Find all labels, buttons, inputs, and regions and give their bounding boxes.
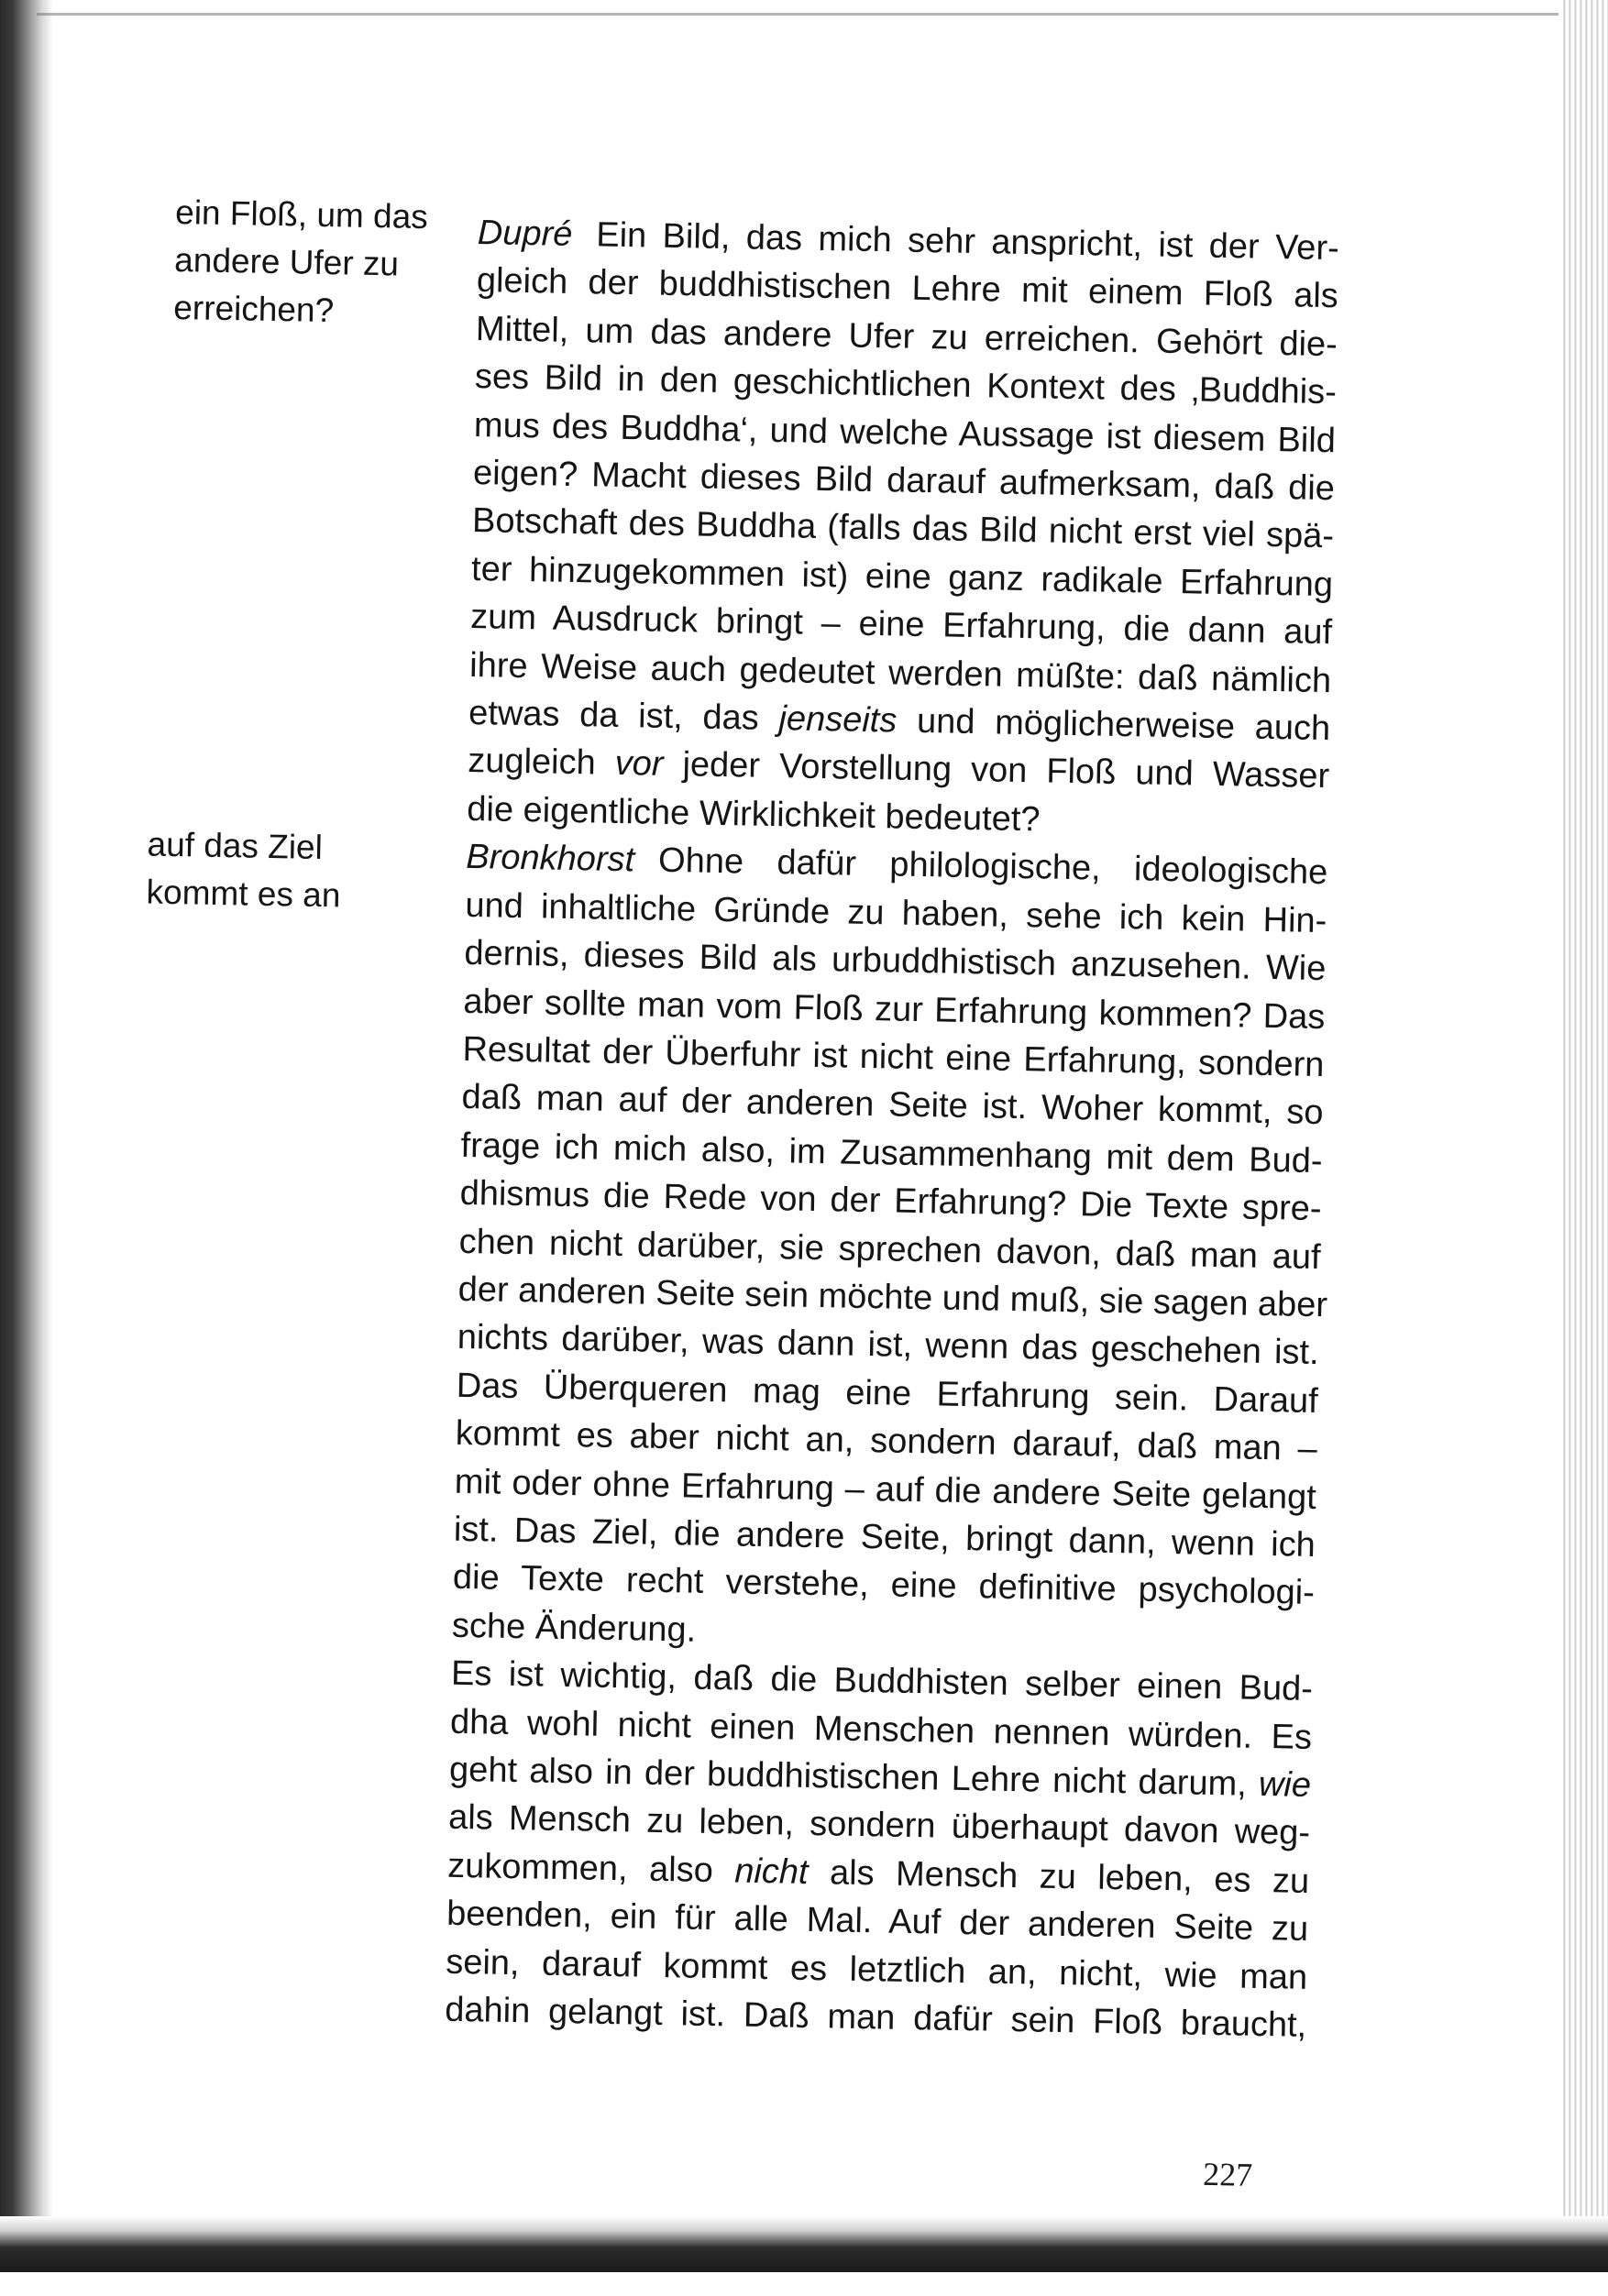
- text-line: als Mensch zu leben, sondern überhaupt davon weg-: [447, 1798, 1311, 1853]
- text-line: kommt es aber nicht an, sondern darauf, daß man –: [455, 1413, 1318, 1469]
- text-line: ter hinzugekommen ist) eine ganz radikale Erfahrung: [470, 549, 1334, 605]
- emphasis-jenseits: jenseits: [778, 699, 898, 741]
- page-number: 227: [1202, 2155, 1253, 2193]
- text-line: dahin gelangt ist. Daß man dafür sein Floß braucht,: [444, 1990, 1307, 2045]
- emphasis-wie: wie: [1258, 1764, 1312, 1805]
- text-line: dhismus die Rede von der Erfahrung? Die Texte spre-: [459, 1173, 1322, 1229]
- text-line: gleich der buddhistischen Lehre mit einem Floß als: [476, 261, 1339, 316]
- text-line: beenden, ein für alle Mal. Auf der anderen Seite zu: [446, 1894, 1309, 1950]
- text-line: und inhaltliche Gründe zu haben, sehe ich kein Hin-: [465, 885, 1327, 940]
- bottom-edge-shadow: [0, 2216, 1608, 2272]
- text-line: sche Änderung.: [451, 1606, 697, 1650]
- text-line: aber sollte man vom Floß zur Erfahrung kommen? Das: [463, 982, 1326, 1037]
- text-line: zum Ausdruck bringt – eine Erfahrung, die dann auf: [469, 598, 1333, 653]
- text-line: geht also in der buddhistischen Lehre nicht darum, wie: [448, 1750, 1312, 1805]
- text-line: dernis, dieses Bild als urbuddhistisch anzusehen. Wie: [464, 934, 1327, 989]
- text-line: die Texte recht verstehe, eine definitive psychologi-: [452, 1558, 1316, 1613]
- text-line: nichts darüber, was dann ist, wenn das geschehen ist.: [457, 1318, 1320, 1373]
- text-line: Es ist wichtig, daß die Buddhisten selber einen Bud-: [450, 1653, 1314, 1709]
- margin-note-goal: [146, 821, 441, 922]
- margin-note-line: kommt es an: [146, 873, 341, 915]
- text-line: etwas da ist, das jenseits und möglicherweise auch: [468, 694, 1331, 749]
- text-line: dha wohl nicht einen Menschen nennen würden. Es: [449, 1702, 1313, 1757]
- emphasis-vor: vor: [614, 744, 664, 785]
- text-line: ist. Das Ziel, die andere Seite, bringt dann, wenn ich: [453, 1510, 1316, 1565]
- main-text: [445, 209, 1339, 2049]
- text-line: sein, darauf kommt es letztlich an, nicht, wie man: [445, 1942, 1308, 1997]
- text-line: zukommen, also nicht als Mensch zu leben, es zu: [446, 1846, 1310, 1901]
- text-line: ses Bild in den geschichtlichen Kontext des ‚Buddhis-: [474, 357, 1338, 412]
- text-line: Bronkhorst Ohne dafür philologische, ideologische: [466, 838, 1328, 893]
- margin-note-raft: [173, 189, 469, 337]
- text-line: Botschaft des Buddha (falls das Bild nicht erst viel spä-: [471, 501, 1335, 556]
- margin-note-line: auf das Ziel: [147, 825, 324, 867]
- text-line: die eigentliche Wirklichkeit bedeutet?: [466, 789, 1041, 840]
- text-line: eigen? Macht dieses Bild darauf aufmerksam, daß die: [472, 454, 1336, 509]
- margin-note-line: ein Floß, um das: [174, 192, 429, 236]
- text-line: Dupré Ein Bild, das mich sehr anspricht, ist der Ver-: [477, 214, 1340, 269]
- margin-note-line: andere Ufer zu: [173, 240, 400, 283]
- text-line: mus des Buddha‘, und welche Aussage ist diesem Bild: [473, 405, 1337, 460]
- speaker-dupre: Dupré: [477, 214, 573, 254]
- text-line: mit oder ohne Erfahrung – auf die andere Seite gelangt: [454, 1462, 1317, 1517]
- margin-note-line: erreichen?: [172, 288, 335, 330]
- text-line: Das Überqueren mag eine Erfahrung sein. Darauf: [456, 1366, 1319, 1421]
- speaker-bronkhorst: Bronkhorst: [466, 838, 635, 880]
- text-line: zugleich vor jeder Vorstellung von Floß und Wasser: [467, 742, 1330, 796]
- text-line: Resultat der Überfuhr ist nicht eine Erfahrung, sondern: [462, 1029, 1325, 1085]
- text-line: chen nicht darüber, sie sprechen davon, daß man auf: [458, 1222, 1321, 1277]
- text-line: Mittel, um das andere Ufer zu erreichen. Gehört die-: [475, 309, 1338, 365]
- text-line: der anderen Seite sein möchte und muß, sie sagen aber: [457, 1269, 1328, 1325]
- text-line: daß man auf der anderen Seite ist. Woher kommt, so: [461, 1078, 1324, 1133]
- text-line: ihre Weise auch gedeutet werden müßte: daß nämlich: [468, 645, 1332, 700]
- text-line: frage ich mich also, im Zusammenhang mit dem Bud-: [460, 1126, 1323, 1181]
- emphasis-nicht: nicht: [733, 1851, 809, 1892]
